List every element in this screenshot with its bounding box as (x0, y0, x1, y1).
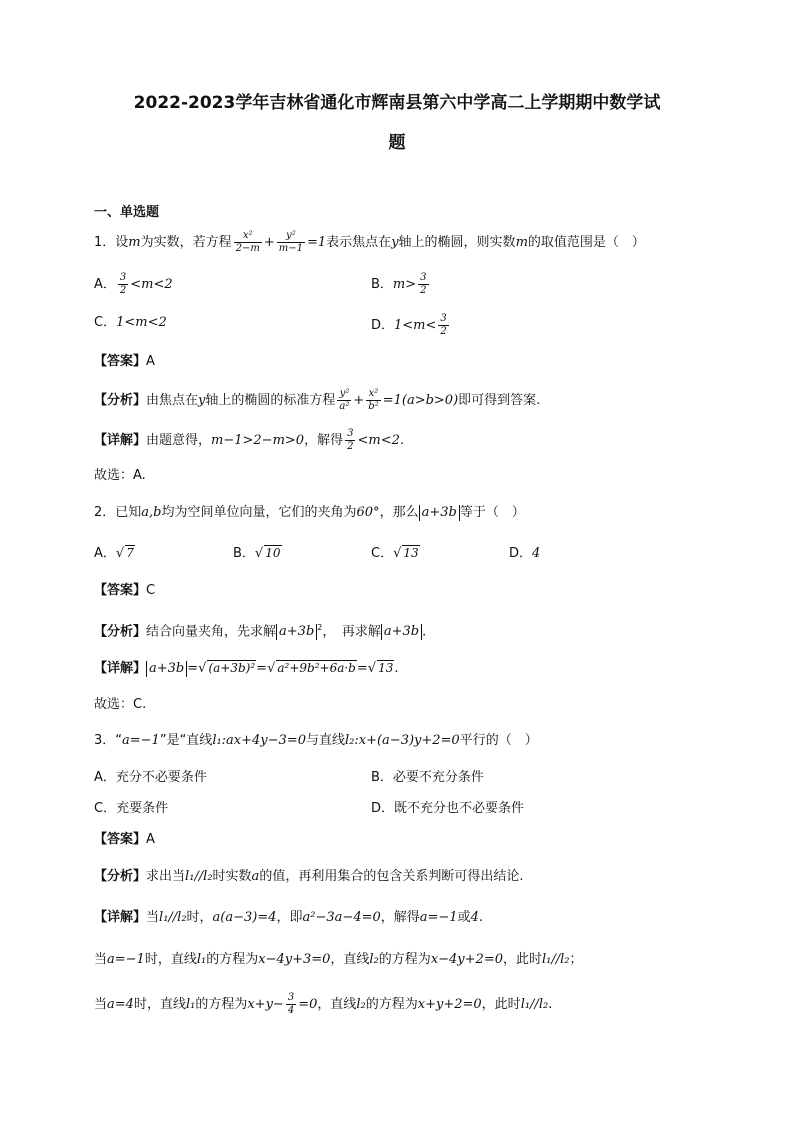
q1-an-f2-num: x² (366, 388, 380, 401)
q1-detail-tag: 【详解】 (94, 433, 147, 448)
q1-option-c (94, 313, 167, 333)
q1-f1-denominator: 2−m (235, 243, 260, 254)
q1-f1-numerator: x² (234, 230, 262, 243)
q2-option-c-label: C． (371, 546, 394, 561)
q1-option-d-label: D． (371, 318, 395, 333)
q1-analysis-text1: 由焦点在 (146, 393, 199, 408)
q2-option-d-label: D． (509, 546, 533, 561)
q2-text2: ，那么 (379, 505, 419, 520)
q3-line-l1: l₁:ax+4y−3=0 (212, 733, 306, 748)
q3-c2-den: 4 (287, 1005, 295, 1016)
q1-detail-text2: ，解得 (304, 433, 344, 448)
q1-optD-den: 2 (440, 326, 447, 337)
q1-option-d (371, 313, 451, 338)
q2-detail (94, 659, 399, 679)
q3-c2-text6: ，此时 (481, 997, 521, 1012)
q1-optA-num: 3 (119, 272, 127, 283)
q3-detail-math4: 4 (470, 910, 479, 925)
q2-answer-tag: 【答案】 (94, 583, 147, 598)
q3-c2-eq1a: x+y− (247, 997, 284, 1012)
q1-detail-math2: <m<2. (357, 433, 404, 448)
q1-option-d-fraction (438, 313, 448, 338)
q1-prefix: 1．设 (94, 235, 129, 250)
q2-detail-eq2: = (256, 661, 268, 676)
q2-option-d-value: 4 (532, 546, 541, 561)
q3-text-end: 平行的（ ） (459, 733, 538, 748)
q1-text-end: 的取值范围是（ ） (527, 235, 645, 250)
q1-detail-fraction (345, 428, 355, 453)
q2-analysis-abs1: a+3b (276, 624, 317, 640)
q2-vectors: a,b (141, 505, 162, 520)
q1-optD-num: 3 (440, 313, 447, 324)
question-3-stem (94, 731, 538, 751)
q2-detail-tag: 【详解】 (94, 661, 147, 676)
q2-detail-radical1: √ (198, 661, 207, 676)
q2-option-a (94, 544, 135, 564)
q2-option-c (371, 544, 420, 564)
q3-detail-math1: a(a−3)=4 (212, 910, 277, 925)
q2-option-b (233, 544, 282, 564)
q2-option-c-value: 13 (403, 546, 419, 560)
q2-detail-sqrt3: 13 (378, 661, 394, 675)
q3-answer-value: A (146, 832, 155, 847)
q3-c1-text6: ，此时 (502, 952, 542, 967)
q3-c2-text5: 的方程为 (365, 997, 418, 1012)
q3-case-1 (94, 950, 583, 970)
q3-c1-parallel: l₁//l₂ (542, 952, 570, 967)
q2-text1: 均为空间单位向量，它们的夹角为 (161, 505, 357, 520)
q2-analysis-tag: 【分析】 (94, 624, 147, 640)
q3-c1-l1: l₁ (196, 952, 207, 967)
q2-option-b-value: 10 (265, 546, 281, 560)
q3-detail (94, 908, 483, 928)
q3-c1-eq2: x−4y+2=0 (430, 952, 503, 967)
q3-c2-end: . (548, 997, 553, 1012)
q2-text-end: 等于（ ） (459, 505, 525, 520)
q1-detail-num: 3 (347, 428, 354, 439)
q1-choose: 故选：A. (94, 468, 146, 483)
q2-answer (94, 581, 155, 601)
q3-line-l2: l₂:x+(a−3)y+2=0 (345, 733, 460, 748)
q2-option-d (509, 544, 540, 564)
q1-analysis-y: y (198, 393, 206, 408)
q3-answer-tag: 【答案】 (94, 832, 147, 847)
q1-detail-text1: 由题意得， (146, 433, 212, 448)
q1-fraction-2 (277, 230, 305, 255)
q2-detail-sqrt2: a²+9b²+6a·b (277, 661, 356, 675)
q3-c2-eq1b: =0 (298, 997, 318, 1012)
q3-analysis-a: a (251, 869, 260, 884)
q2-analysis-abs2: a+3b (381, 624, 422, 640)
q1-var-m: m (128, 235, 141, 250)
q2-detail-radical2: √ (267, 661, 276, 676)
q2-angle: 60° (356, 505, 380, 520)
q1-fraction-1 (234, 230, 262, 255)
q1-an-f1-den: a² (339, 401, 350, 412)
q1-analysis-plus: + (353, 393, 365, 408)
q1-f2-denominator: m−1 (278, 243, 303, 254)
q2-option-a-value: 7 (126, 546, 134, 560)
q3-c2-a: a=4 (107, 997, 134, 1012)
q3-c1-l2: l₂ (369, 952, 379, 967)
q3-c2-l2: l₂ (356, 997, 366, 1012)
q1-analysis-tag: 【分析】 (94, 393, 147, 408)
q3-detail-end: . (478, 910, 484, 925)
q1-option-c-math: 1<m<2 (116, 315, 167, 330)
q2-detail-eq3: = (356, 661, 368, 676)
q2-detail-abs: a+3b (146, 661, 187, 677)
q2-detail-radical3: √ (367, 661, 377, 676)
question-2-stem (94, 503, 525, 523)
q1-an-f1-num: y² (337, 388, 351, 401)
q2-prefix: 2．已知 (94, 505, 142, 520)
q3-c2-fraction (286, 992, 296, 1017)
q3-prefix: 3．“ (94, 733, 123, 748)
q3-text2: 与直线 (305, 733, 345, 748)
q2-detail-sqrt1: (a+3b)² (208, 661, 256, 675)
q3-answer (94, 830, 155, 850)
q2-analysis-square: 2 (317, 623, 323, 632)
q3-analysis (94, 867, 523, 887)
q2-analysis-text1: 结合向量夹角，先求解 (146, 624, 277, 640)
q3-detail-text3: ，即 (276, 910, 303, 925)
q1-text3: 轴上的椭圆，则实数 (398, 235, 516, 250)
q1-option-b-label: B． (371, 277, 393, 292)
q1-analysis-text2: 轴上的椭圆的标准方程 (205, 393, 336, 408)
q3-analysis-text2: 时实数 (212, 869, 252, 884)
q1-detail-den: 2 (347, 441, 354, 452)
q1-answer (94, 352, 155, 372)
q2-analysis-text2: ， 再求解 (322, 624, 381, 640)
q1-option-c-label: C． (94, 315, 117, 330)
q3-analysis-parallel: l₁//l₂ (185, 869, 213, 884)
q3-c1-end: ； (569, 952, 583, 967)
q1-var-m2: m (515, 235, 528, 250)
q3-c2-text2: 时，直线 (133, 997, 186, 1012)
q3-c1-text3: 的方程为 (206, 952, 259, 967)
q1-analysis-eq: =1(a>b>0) (382, 393, 459, 408)
q1-f2-numerator: y² (277, 230, 305, 243)
q3-detail-parallel: l₁//l₂ (159, 910, 187, 925)
q2-radical-a: √ (115, 546, 125, 561)
q3-case-2 (94, 992, 552, 1017)
q3-text1: ”是“直线 (159, 733, 213, 748)
section-heading: 一、单选题 (94, 205, 160, 220)
q1-analysis-fraction-1 (337, 388, 351, 413)
q3-detail-math2: a²−3a−4=0 (302, 910, 381, 925)
q3-c1-text5: 的方程为 (378, 952, 431, 967)
q1-analysis (94, 388, 540, 413)
q1-optA-den: 2 (119, 285, 127, 296)
q1-text1: 为实数，若方程 (140, 235, 232, 250)
q1-option-b-fraction (418, 272, 428, 297)
q2-radical-c: √ (393, 546, 402, 561)
q3-detail-tag: 【详解】 (94, 910, 147, 925)
q2-answer-value: C (146, 583, 156, 598)
q2-analysis-end: . (422, 624, 427, 640)
document-title-line2: 题 (388, 133, 406, 153)
q3-c1-eq1: x−4y+3=0 (258, 952, 331, 967)
q1-text2: 表示焦点在 (326, 235, 392, 250)
q1-option-a-math: <m<2 (130, 277, 173, 292)
q3-c2-text1: 当 (94, 997, 108, 1012)
q1-equals: =1 (307, 235, 327, 250)
q3-condition: a=−1 (122, 733, 160, 748)
q1-detail (94, 428, 404, 453)
q3-detail-text2: 时， (186, 910, 213, 925)
q1-option-b-math: m> (392, 277, 417, 292)
q1-option-a-fraction (118, 272, 128, 297)
q3-detail-text1: 当 (146, 910, 160, 925)
q2-radical-b: √ (254, 546, 264, 561)
q3-option-d: D．既不充分也不必要条件 (371, 801, 525, 816)
q1-analysis-end: 即可得到答案. (458, 393, 541, 408)
q2-analysis (94, 618, 426, 642)
q3-analysis-text1: 求出当 (146, 869, 186, 884)
q1-answer-value: A (146, 354, 155, 369)
q3-detail-text4: ，解得 (380, 910, 420, 925)
q2-detail-end: . (394, 661, 399, 676)
q2-detail-eq1: = (187, 661, 199, 676)
q2-choose: 故选：C. (94, 697, 147, 712)
q3-detail-math3: a=−1 (419, 910, 458, 925)
q3-detail-or: 或 (457, 910, 471, 925)
q3-analysis-end: 的值，再利用集合的包含关系判断可得出结论. (259, 869, 524, 884)
q3-option-a: A．充分不必要条件 (94, 770, 207, 785)
q1-an-f2-den: b² (368, 401, 379, 412)
q1-option-d-math: 1<m< (394, 318, 437, 333)
q1-analysis-fraction-2 (366, 388, 380, 413)
q3-c2-text3: 的方程为 (195, 997, 248, 1012)
document-title-line1: 2022-2023学年吉林省通化市辉南县第六中学高二上学期期中数学试 (133, 93, 661, 113)
q1-option-a (94, 272, 173, 297)
q1-detail-math1: m−1>2−m>0 (211, 433, 305, 448)
q3-c1-text4: ，直线 (330, 952, 370, 967)
q2-option-b-label: B． (233, 546, 255, 561)
q3-c2-num: 3 (287, 992, 295, 1003)
q1-answer-tag: 【答案】 (94, 354, 147, 369)
q3-c1-text1: 当 (94, 952, 108, 967)
q3-option-c: C．充要条件 (94, 801, 169, 816)
q1-var-y: y (391, 235, 399, 250)
q2-abs-expression: a+3b (419, 505, 460, 521)
q1-optB-num: 3 (420, 272, 427, 283)
q3-c2-eq2: x+y+2=0 (417, 997, 482, 1012)
q3-c2-text4: ，直线 (317, 997, 357, 1012)
q2-option-a-label: A． (94, 546, 116, 561)
q3-option-b: B．必要不充分条件 (371, 770, 484, 785)
q1-option-a-label: A． (94, 277, 116, 292)
q3-analysis-tag: 【分析】 (94, 869, 147, 884)
q1-plus: + (263, 235, 275, 250)
q3-c2-parallel: l₁//l₂ (520, 997, 549, 1012)
q1-optB-den: 2 (420, 285, 427, 296)
q1-option-b (371, 272, 431, 297)
question-1-stem (94, 230, 645, 255)
q3-c1-text2: 时，直线 (144, 952, 197, 967)
q3-c1-a: a=−1 (107, 952, 145, 967)
q3-c2-l1: l₁ (185, 997, 196, 1012)
